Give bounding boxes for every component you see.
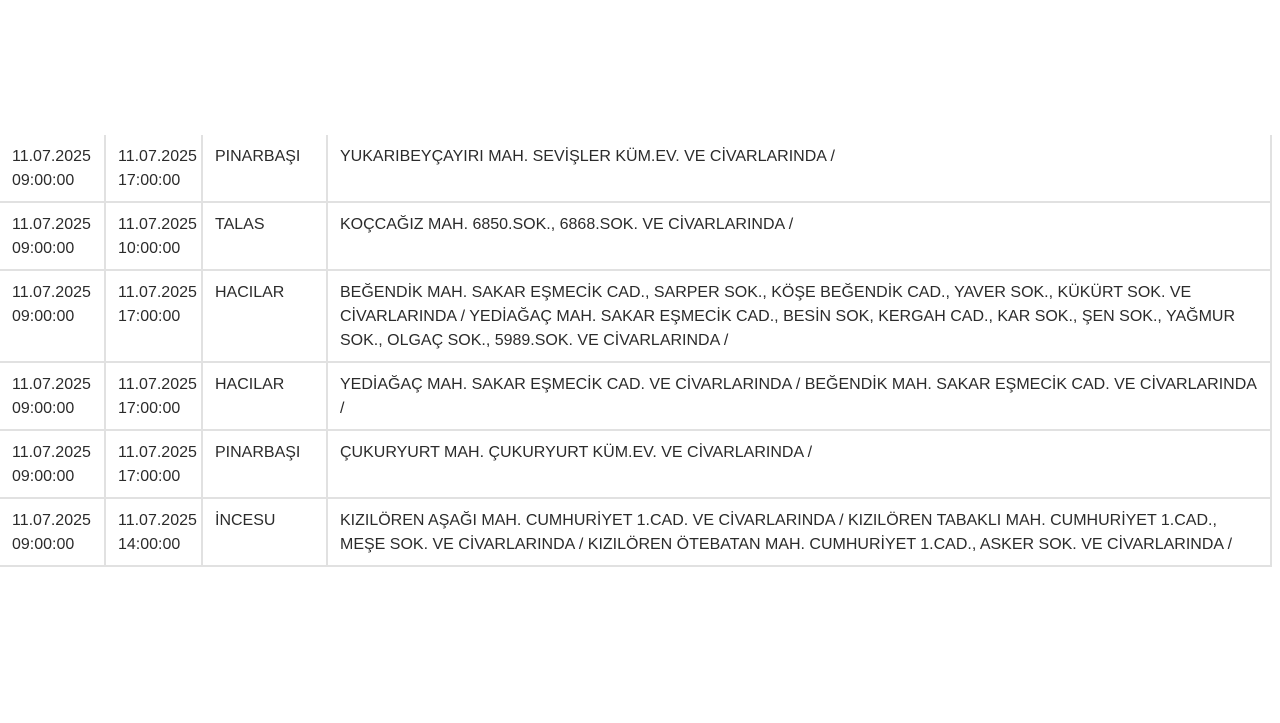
end-time: 10:00:00 [118, 240, 181, 257]
start-time: 09:00:00 [12, 536, 75, 553]
district-cell: HACILAR [202, 362, 327, 430]
end-date: 11.07.2025 [118, 444, 197, 461]
area-cell: KIZILÖREN AŞAĞI MAH. CUMHURİYET 1.CAD. VE CİVARLARINDA / KIZILÖREN TABAKLI MAH. CUMHURİYET 1.CAD., MEŞE SOK. VE CİVARLARINDA / KIZILÖREN ÖTEBATAN MAH. CUMHURİYET 1.CAD., ASKER SOK. VE CİVARLARINDA / [327, 498, 1271, 566]
start-time: 09:00:00 [12, 468, 75, 485]
district-cell: HACILAR [202, 270, 327, 362]
start-datetime-cell [0, 498, 105, 566]
end-date: 11.07.2025 [118, 376, 197, 393]
start-date: 11.07.2025 [12, 148, 91, 165]
area-cell: YEDİAĞAÇ MAH. SAKAR EŞMECİK CAD. VE CİVARLARINDA / BEĞENDİK MAH. SAKAR EŞMECİK CAD. VE CİVARLARINDA / [327, 362, 1271, 430]
end-date: 11.07.2025 [118, 512, 197, 529]
area-cell: KOÇCAĞIZ MAH. 6850.SOK., 6868.SOK. VE CİVARLARINDA / [327, 202, 1271, 270]
end-time: 17:00:00 [118, 400, 181, 417]
start-datetime-cell [0, 202, 105, 270]
end-datetime-cell [105, 202, 202, 270]
area-cell: ÇUKURYURT MAH. ÇUKURYURT KÜM.EV. VE CİVARLARINDA / [327, 430, 1271, 498]
start-date: 11.07.2025 [12, 216, 91, 233]
table-row [0, 202, 1271, 270]
end-datetime-cell [105, 270, 202, 362]
table-row [0, 362, 1271, 430]
end-date: 11.07.2025 [118, 148, 197, 165]
end-datetime-cell [105, 135, 202, 202]
district-cell: TALAS [202, 202, 327, 270]
start-time: 09:00:00 [12, 400, 75, 417]
start-date: 11.07.2025 [12, 284, 91, 301]
start-datetime-cell [0, 430, 105, 498]
district-cell: PINARBAŞI [202, 135, 327, 202]
start-date: 11.07.2025 [12, 376, 91, 393]
end-date: 11.07.2025 [118, 216, 197, 233]
end-date: 11.07.2025 [118, 284, 197, 301]
outage-table [0, 135, 1272, 567]
end-time: 14:00:00 [118, 536, 181, 553]
end-time: 17:00:00 [118, 308, 181, 325]
outage-table-container [0, 135, 1272, 586]
table-row [0, 430, 1271, 498]
start-date: 11.07.2025 [12, 444, 91, 461]
start-datetime-cell [0, 270, 105, 362]
table-row [0, 135, 1271, 202]
start-datetime-cell [0, 362, 105, 430]
end-time: 17:00:00 [118, 172, 181, 189]
district-cell: PINARBAŞI [202, 430, 327, 498]
start-datetime-cell [0, 135, 105, 202]
area-cell: BEĞENDİK MAH. SAKAR EŞMECİK CAD., SARPER SOK., KÖŞE BEĞENDİK CAD., YAVER SOK., KÜKÜRT SOK. VE CİVARLARINDA / YEDİAĞAÇ MAH. SAKAR EŞMECİK CAD., BESİN SOK, KERGAH CAD., KAR SOK., ŞEN SOK., YAĞMUR SOK., OLGAÇ SOK., 5989.SOK. VE CİVARLARINDA / [327, 270, 1271, 362]
area-cell: YUKARIBEYÇAYIRI MAH. SEVİŞLER KÜM.EV. VE CİVARLARINDA / [327, 135, 1271, 202]
start-time: 09:00:00 [12, 172, 75, 189]
end-datetime-cell [105, 430, 202, 498]
end-datetime-cell [105, 498, 202, 566]
start-date: 11.07.2025 [12, 512, 91, 529]
start-time: 09:00:00 [12, 308, 75, 325]
table-row [0, 498, 1271, 566]
table-row [0, 270, 1271, 362]
district-cell: İNCESU [202, 498, 327, 566]
start-time: 09:00:00 [12, 240, 75, 257]
end-time: 17:00:00 [118, 468, 181, 485]
end-datetime-cell [105, 362, 202, 430]
